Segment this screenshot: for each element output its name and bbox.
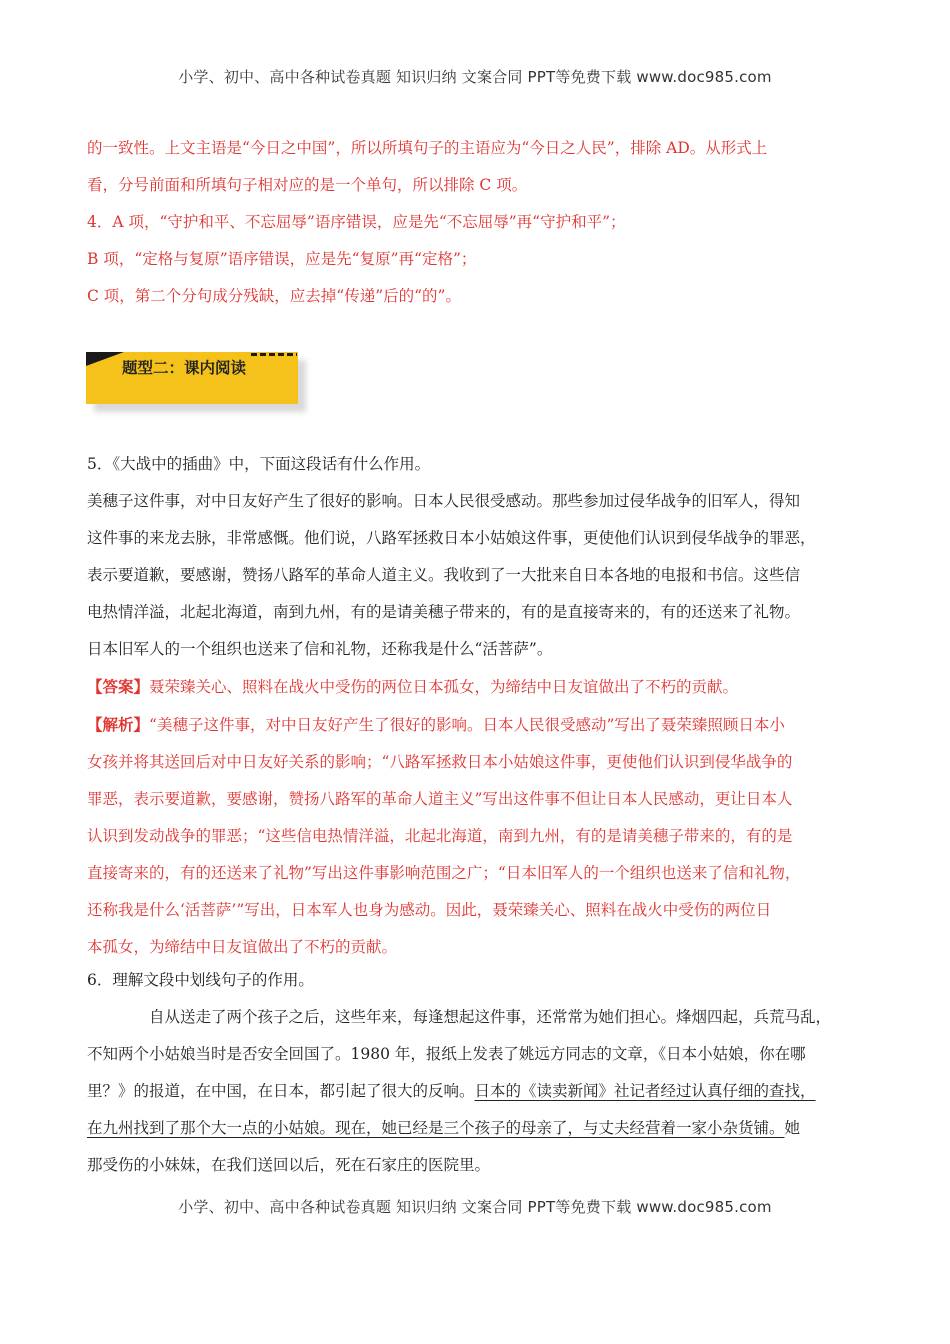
section-title: 题型二：课内阅读 <box>122 359 247 377</box>
passage-line <box>87 1110 863 1147</box>
passage-line <box>87 1073 863 1110</box>
page-header: 小学、初中、高中各种试卷真题 知识归纳 文案合同 PPT等免费下载 www.doc985.com <box>178 68 772 86</box>
answer-text: 聂荣臻关心、照料在战火中受伤的两位日本孤女，为缔结中日友谊做出了不朽的贡献。 <box>149 678 739 696</box>
underlined-sentence: 日本的《读卖新闻》社记者经过认真仔细的查找， <box>474 1082 816 1100</box>
question-6-prompt: 6．理解文段中划线句子的作用。 <box>87 971 314 989</box>
banner-dash-decoration <box>251 353 297 356</box>
explanation-line: 看，分号前面和所填句子相对应的是一个单句，所以排除 C 项。 <box>87 176 528 194</box>
analysis-line: 本孤女，为缔结中日友谊做出了不朽的贡献。 <box>87 938 398 956</box>
explanation-line: 的一致性。上文主语是“今日之中国”，所以所填句子的主语应为“今日之人民”，排除 AD。从形式上 <box>87 139 768 157</box>
previous-answer-explanation <box>87 130 863 315</box>
answer-line <box>87 668 863 706</box>
passage-line: 美穗子这件事，对中日友好产生了很好的影响。日本人民很受感动。那些参加过侵华战争的旧军人，得知 <box>87 492 801 510</box>
explanation-line: B 项，“定格与复原”语序错误，应是先“复原”再“定格”； <box>87 250 477 268</box>
analysis-line: 直接寄来的，有的还送来了礼物”写出这件事影响范围之广；“日本旧军人的一个组织也送来了信和礼物， <box>87 864 801 882</box>
explanation-line: C 项，第二个分句成分残缺，应去掉“传递”后的“的”。 <box>87 287 461 305</box>
passage-line: 那受伤的小妹妹，在我们送回以后，死在石家庄的医院里。 <box>87 1156 491 1174</box>
explanation-line: 4．A 项，“守护和平、不忘屈辱”语序错误，应是先“不忘屈辱”再“守护和平”； <box>87 213 626 231</box>
section-banner <box>86 352 308 414</box>
passage-text: 她 <box>784 1119 801 1137</box>
analysis-line <box>87 706 863 744</box>
passage-line: 这件事的来龙去脉，非常感慨。他们说，八路军拯救日本小姑娘这件事，更使他们认识到侵华战争的罪恶， <box>87 529 816 547</box>
passage-line: 自从送走了两个孩子之后，这些年来，每逢想起这件事，还常常为她们担心。烽烟四起，兵荒马乱， <box>149 1008 832 1026</box>
question-5 <box>87 446 863 966</box>
analysis-line: 认识到发动战争的罪恶；“这些信电热情洋溢，北起北海道，南到九州，有的是请美穗子带来的，有的是 <box>87 827 793 845</box>
answer-tag: 【答案】 <box>87 677 150 696</box>
passage-line: 不知两个小姑娘当时是否安全回国了。1980 年，报纸上发表了姚远方同志的文章，《日本小姑娘，你在哪 <box>87 1045 806 1063</box>
passage-text: 里？》的报道，在中国，在日本，都引起了很大的反响。 <box>87 1082 475 1100</box>
passage-line: 电热情洋溢，北起北海道，南到九州，有的是请美穗子带来的，有的是直接寄来的，有的还送来了礼物。 <box>87 603 801 621</box>
analysis-tag: 【解析】 <box>87 715 150 734</box>
passage-line: 日本旧军人的一个组织也送来了信和礼物，还称我是什么“活菩萨”。 <box>87 640 553 658</box>
analysis-text: “美穗子这件事，对中日友好产生了很好的影响。日本人民很受感动”写出了聂荣臻照顾日本小 <box>149 716 785 734</box>
question-5-prompt: 5．《大战中的插曲》中，下面这段话有什么作用。 <box>87 455 431 473</box>
analysis-line: 女孩并将其送回后对中日友好关系的影响；“八路军拯救日本小姑娘这件事，更使他们认识到侵华战争的 <box>87 753 793 771</box>
analysis-line: 罪恶，表示要道歉，要感谢，赞扬八路军的革命人道主义”写出这件事不但让日本人民感动，更让日本人 <box>87 790 793 808</box>
underlined-sentence: 在九州找到了那个大一点的小姑娘。现在，她已经是三个孩子的母亲了，与丈夫经营着一家小杂货铺。 <box>87 1119 785 1137</box>
passage-line: 表示要道歉，要感谢，赞扬八路军的革命人道主义。我收到了一大批来自日本各地的电报和书信。这些信 <box>87 566 801 584</box>
page-footer: 小学、初中、高中各种试卷真题 知识归纳 文案合同 PPT等免费下载 www.doc985.com <box>178 1198 772 1216</box>
analysis-line: 还称我是什么‘活菩萨’”写出，日本军人也身为感动。因此，聂荣臻关心、照料在战火中受伤的两位日 <box>87 901 772 919</box>
banner-corner-decoration <box>86 352 124 366</box>
question-6 <box>87 962 863 1184</box>
